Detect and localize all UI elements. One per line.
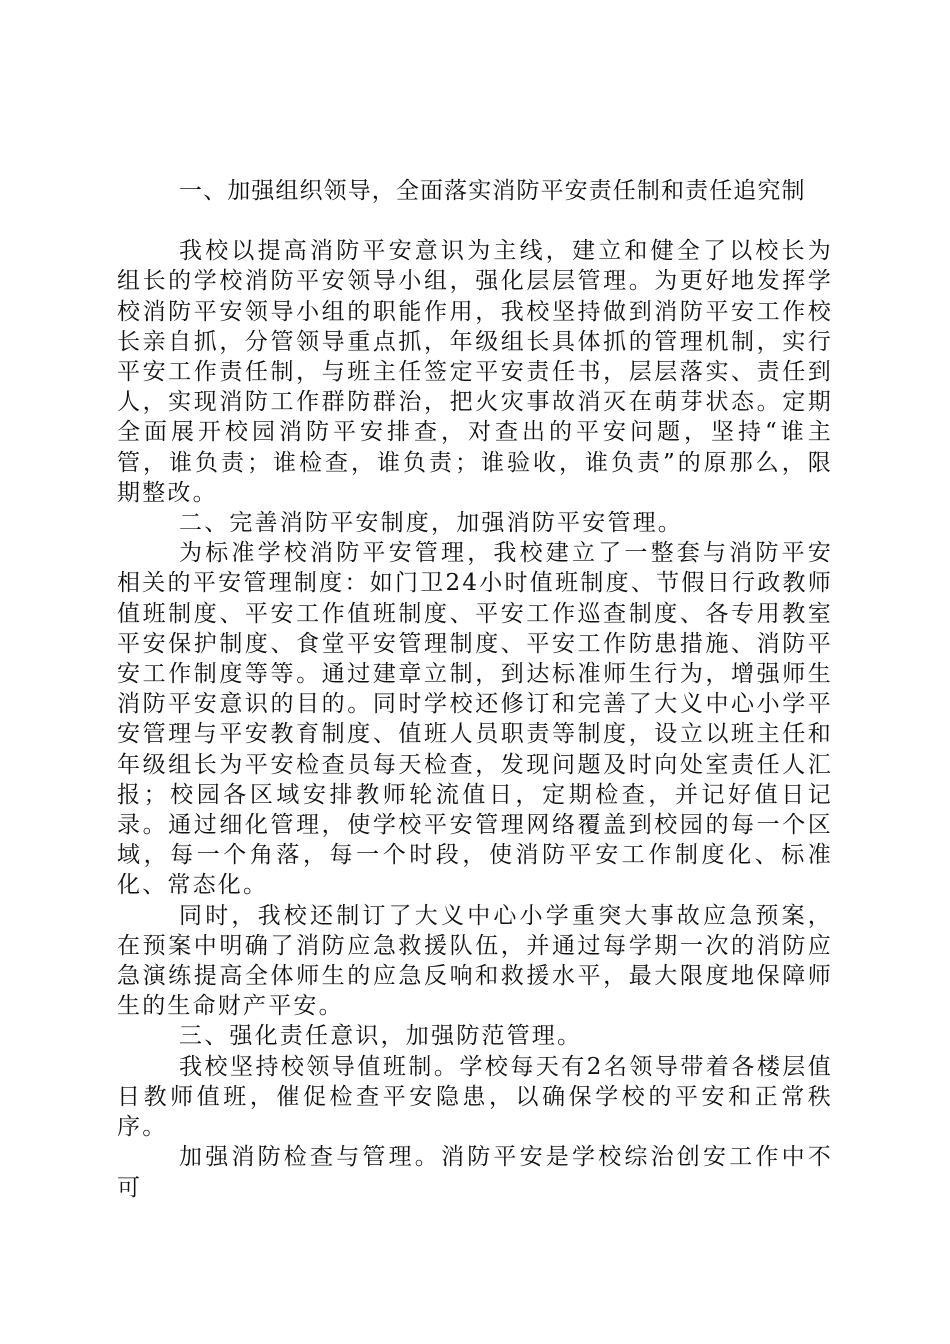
paragraph-3: 同时，我校还制订了大义中心小学重突大事故应急预案，在预案中明确了消防应急救援队伍，并通过每学期一次的消防应急演练提高全体师生的应急反响和救援水平，最大限度地保障师生的生命财产平安。 [117,902,833,1020]
section-heading-3: 三、强化责任意识，加强防范管理。 [179,1023,583,1050]
document-body [117,176,833,1203]
paragraph-1: 我校以提高消防平安意识为主线，建立和健全了以校长为组长的学校消防平安领导小组，强化层层管理。为更好地发挥学校消防平安领导小组的职能作用，我校坚持做到消防平安工作校长亲自抓，分管领导重点抓，年级组长具体抓的管理机制，实行平安工作责任制，与班主任签定平安责任书，层层落实、责任到人，实现消防工作群防群治，把火灾事故消灭在萌芽状态。定期全面展开校园消防平安排查，对查出的平安问题，坚持“谁主管，谁负责；谁检查，谁负责；谁验收，谁负责”的原那么，限期整改。 [117,238,833,506]
paragraph-4: 我校坚持校领导值班制。学校每天有2名领导带着各楼层值日教师值班，催促检查平安隐患，以确保学校的平安和正常秩序。 [117,1053,833,1141]
paragraph-5: 加强消防检查与管理。消防平安是学校综治创安工作中不可 [117,1144,833,1201]
paragraph-2: 为标准学校消防平安管理，我校建立了一整套与消防平安相关的平安管理制度：如门卫24小时值班制度、节假日行政教师值班制度、平安工作值班制度、平安工作巡查制度、各专用教室平安保护制度、食堂平安管理制度、平安工作防患措施、消防平安工作制度等等。通过建章立制，到达标准师生行为，增强师生消防平安意识的目的。同时学校还修订和完善了大义中心小学平安管理与平安教育制度、值班人员职责等制度，设立以班主任和年级组长为平安检查员每天检查，发现问题及时向处室责任人汇报；校园各区域安排教师轮流值日，定期检查，并记好值日记录。通过细化管理，使学校平安管理网络覆盖到校园的每一个区域，每一个角落，每一个时段，使消防平安工作制度化、标准化、常态化。 [117,540,833,899]
section-heading-1: 一、加强组织领导，全面落实消防平安责任制和责任追究制 [179,178,806,204]
section-heading-2: 二、完善消防平安制度，加强消防平安管理。 [179,510,683,537]
